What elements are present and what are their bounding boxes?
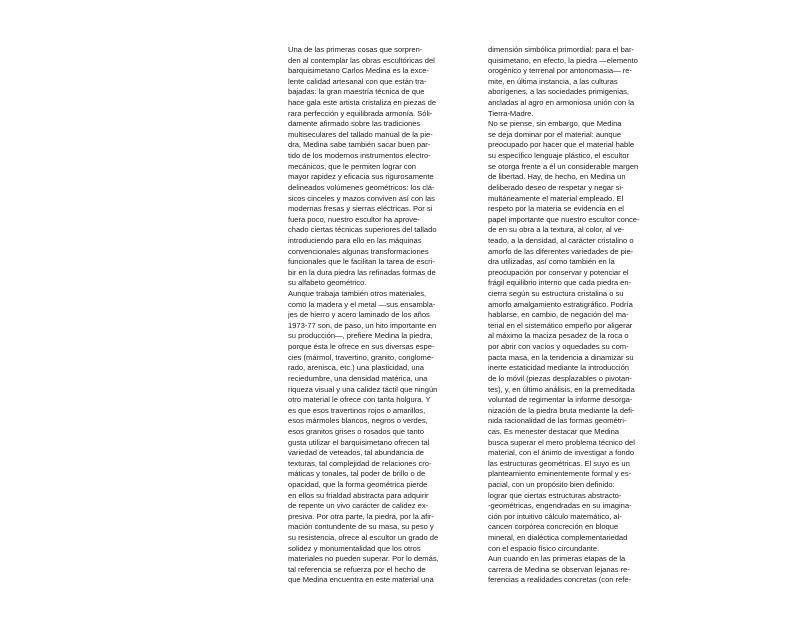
text-line: preocupado por hacer que el material hable bbox=[488, 140, 635, 150]
text-line: ción por intuitivo cálculo matemático, al- bbox=[488, 511, 622, 521]
text-line: su alfabeto geométrico. bbox=[288, 278, 367, 288]
text-line: multáneamente el material empleado. El bbox=[488, 193, 624, 203]
text-line: material, con el ánimo de investigar a fondo bbox=[488, 448, 635, 458]
text-line: amorfo de las diferentes variedades de pie- bbox=[488, 246, 634, 256]
text-line: bir en la dura piedra las refinadas formas de bbox=[288, 267, 436, 277]
text-column-right bbox=[488, 45, 658, 586]
text-line: convencionales algunas transformaciones bbox=[288, 246, 429, 256]
text-line: lograr que ciertas estructuras abstracto- bbox=[488, 490, 622, 500]
text-line: No se piense, sin embargo, que Medina bbox=[488, 119, 622, 129]
text-line: de libertad. Hay, de hecho, en Medina un bbox=[488, 172, 626, 182]
text-line: voluntad de regimentar la informe desorga- bbox=[488, 395, 633, 405]
text-line: otro material le ofrece con tanta holgura. Y bbox=[288, 395, 431, 405]
text-line: respeto por la materia se evidencia en el bbox=[488, 204, 624, 214]
text-line: reciedumbre, una densidad matérica, una bbox=[288, 373, 428, 383]
text-line: funcionales que le facilitan la tarea de escri- bbox=[288, 257, 435, 267]
text-line: se otorga frente a él un considerable margen bbox=[488, 161, 639, 171]
text-line: jes de hierro y acero laminado de los años bbox=[288, 310, 430, 320]
text-line: Tierra-Madre. bbox=[488, 108, 534, 118]
text-line: tido de los modernos instrumentos electro- bbox=[288, 151, 431, 161]
text-line: esos mármoles blancos, negros o verdes, bbox=[288, 416, 428, 426]
text-line: damente afirmado sobre las tradiciones bbox=[288, 119, 421, 129]
text-line: de repente un vivo carácter de calidez ex- bbox=[288, 501, 429, 511]
text-line: 1973-77 son, de paso, un hito importante en bbox=[288, 320, 437, 330]
text-line: de en su obra a la textura, al color, al ve- bbox=[488, 225, 625, 235]
text-line: de lo móvil (piezas desplazables o pivotan- bbox=[488, 373, 632, 383]
text-line: amorfo amalgamiento estratigráfico. Podría bbox=[488, 299, 633, 309]
text-line: delineados volúmenes geométricos: los clá- bbox=[288, 182, 435, 192]
text-line: bajadas: la gran maestría técnica de que bbox=[288, 87, 425, 97]
text-line: carrera de Medina se observan lejanas re- bbox=[488, 564, 630, 574]
text-line: como la madera y el metal —sus ensambla- bbox=[288, 299, 436, 309]
text-line: sicos cinceles y mazos conviven así con las bbox=[288, 193, 435, 203]
text-line: introduciendo para ello en las máquinas bbox=[288, 235, 422, 245]
text-line: texturas, tal complejidad de relaciones cro- bbox=[288, 458, 432, 468]
text-line: mación contundente de su masa, su peso y bbox=[288, 522, 434, 532]
text-line: por abrir con vacíos y oquedades su com- bbox=[488, 342, 629, 352]
text-line: cierra según su estructura cristalina o su bbox=[488, 289, 624, 299]
text-line: cies (mármol, travertino, granito, conglome- bbox=[288, 352, 434, 362]
text-line: preocupación por conservar y potenciar el bbox=[488, 267, 629, 277]
text-line: dra utilizadas, así como también en la bbox=[488, 257, 615, 267]
text-line: variedad de veteados, tal abundancia de bbox=[288, 448, 425, 458]
text-line: su específico lenguaje plástico, el escultor bbox=[488, 151, 629, 161]
text-line: es que esos travertinos rojos o amarillos, bbox=[288, 405, 426, 415]
text-line: presiva. Por otra parte, la piedra, por la afir- bbox=[288, 511, 434, 521]
text-line: opacidad, que la forma geométrica pierde bbox=[288, 479, 428, 489]
text-line: terial en el sistemático empeño por aligerar bbox=[488, 320, 633, 330]
text-line: cas. Es menester destacar que Medina bbox=[488, 426, 619, 436]
text-line: rado, arenisca, etc.) una plasticidad, una bbox=[288, 363, 424, 373]
text-line: deliberado deseo de respetar y negar si- bbox=[488, 182, 624, 192]
text-line: inerte estaticidad mediante la introducción bbox=[488, 363, 629, 373]
text-line: mecánicos, que le permiten lograr con bbox=[288, 161, 416, 171]
text-line: -geométricas, engendradas en su imagina- bbox=[488, 501, 632, 511]
text-line: busca superar el mero problema técnico del bbox=[488, 437, 635, 447]
text-line: dimensión simbólica primordial: para el bar- bbox=[488, 45, 634, 54]
text-line: papel importante que nuestro escultor conce- bbox=[488, 214, 640, 224]
text-line: gusta utilizar el barquisimetano ofrecen tal bbox=[288, 437, 430, 447]
text-line: Una de las primeras cosas que sorpren- bbox=[288, 45, 423, 54]
text-line: tal referencia se refuerza por el hecho de bbox=[288, 564, 426, 574]
text-line: su resistencia, ofrece al escultor un grado de bbox=[288, 533, 439, 543]
text-line: hace gala este artista cristaliza en piezas de bbox=[288, 98, 437, 108]
text-line: en ellos su frialdad abstracta para adquirir bbox=[288, 490, 429, 500]
text-line: pacta masa, en la tendencia a dinamizar su bbox=[488, 352, 634, 362]
text-line: dra, Medina sabe también sacar buen par- bbox=[288, 140, 431, 150]
text-line: máticas y tonales, tal poder de brillo o de bbox=[288, 469, 426, 479]
text-line: rara perfección y equilibrada armonía. Sóli- bbox=[288, 108, 433, 118]
text-line: mite, en última instancia, a las culturas bbox=[488, 76, 618, 86]
text-line: ferencias a realidades concretas (con refe- bbox=[488, 575, 632, 585]
text-line: al máximo la maciza pesadez de la roca o bbox=[488, 331, 629, 341]
text-line: ancladas al agro en armoniosa unión con la bbox=[488, 98, 635, 108]
text-line: fuera poco, nuestro escultor ha aprove- bbox=[288, 214, 420, 224]
text-line: modernas fresas y sierras eléctricas. Por si bbox=[288, 204, 433, 214]
text-line: multiseculares del tallado manual de la pie- bbox=[288, 129, 433, 139]
text-line: aborígenes, a las sociedades primigenias, bbox=[488, 87, 630, 97]
text-line: solidez y monumentalidad que los otros bbox=[288, 543, 421, 553]
text-line: planteamiento eminentemente formal y es- bbox=[488, 469, 632, 479]
text-line: esos granitos grises o rosados que tanto bbox=[288, 426, 424, 436]
text-line: pacial, con un propósito bien definido: bbox=[488, 479, 615, 489]
text-line: barquisimetano Carlos Medina es la exce- bbox=[288, 66, 430, 76]
text-line: frágil equilibrio interno que cada piedra en- bbox=[488, 278, 632, 288]
text-line: que Medina encuentra en este material una bbox=[288, 575, 434, 585]
text-line: den al contemplar las obras escultóricas del bbox=[288, 55, 435, 65]
text-line: mayor rapidez y eficacia sus rigurosamente bbox=[288, 172, 434, 182]
text-line: con el espacio físico circundante. bbox=[488, 543, 600, 553]
text-line: chado ciertas técnicas superiores del tallado bbox=[288, 225, 437, 235]
text-line: nida racionalidad de las formas geométri- bbox=[488, 416, 627, 426]
text-line: porque ésta le ofrece en sus diversas espe- bbox=[288, 342, 435, 352]
text-line: Aunque trabaja también otros materiales, bbox=[288, 289, 427, 299]
text-line: las estructuras geométricas. El suyo es un bbox=[488, 458, 630, 468]
text-line: orogénico y terrenal por antonomasia— re- bbox=[488, 66, 632, 76]
text-line: lente calidad artesanal con que están tra- bbox=[288, 76, 427, 86]
text-line: Aun cuando en las primeras etapas de la bbox=[488, 554, 626, 564]
text-line: su producción—, prefiere Medina la piedra, bbox=[288, 331, 433, 341]
text-line: riqueza visual y una calidez táctil que ningún bbox=[288, 384, 438, 394]
text-line: cancen corpórea concreción en bloque bbox=[488, 522, 619, 532]
text-column-left bbox=[288, 45, 458, 586]
text-line: se deja dominar por el material: aunque bbox=[488, 129, 622, 139]
text-line: teado, a la densidad, al carácter cristalino o bbox=[488, 235, 634, 245]
text-line: tes), y, en último análisis, en la premeditada bbox=[488, 384, 635, 394]
text-line: hablarse, en cambio, de negación del ma- bbox=[488, 310, 629, 320]
text-line: materiales no pueden superar. Por lo demás, bbox=[288, 554, 439, 564]
text-line: nización de la piedra bruta mediante la defi- bbox=[488, 405, 635, 415]
text-line: mineral, en dialéctica complementariedad bbox=[488, 533, 628, 543]
text-line: quisimetano, en efecto, la piedra —elemento bbox=[488, 55, 638, 65]
